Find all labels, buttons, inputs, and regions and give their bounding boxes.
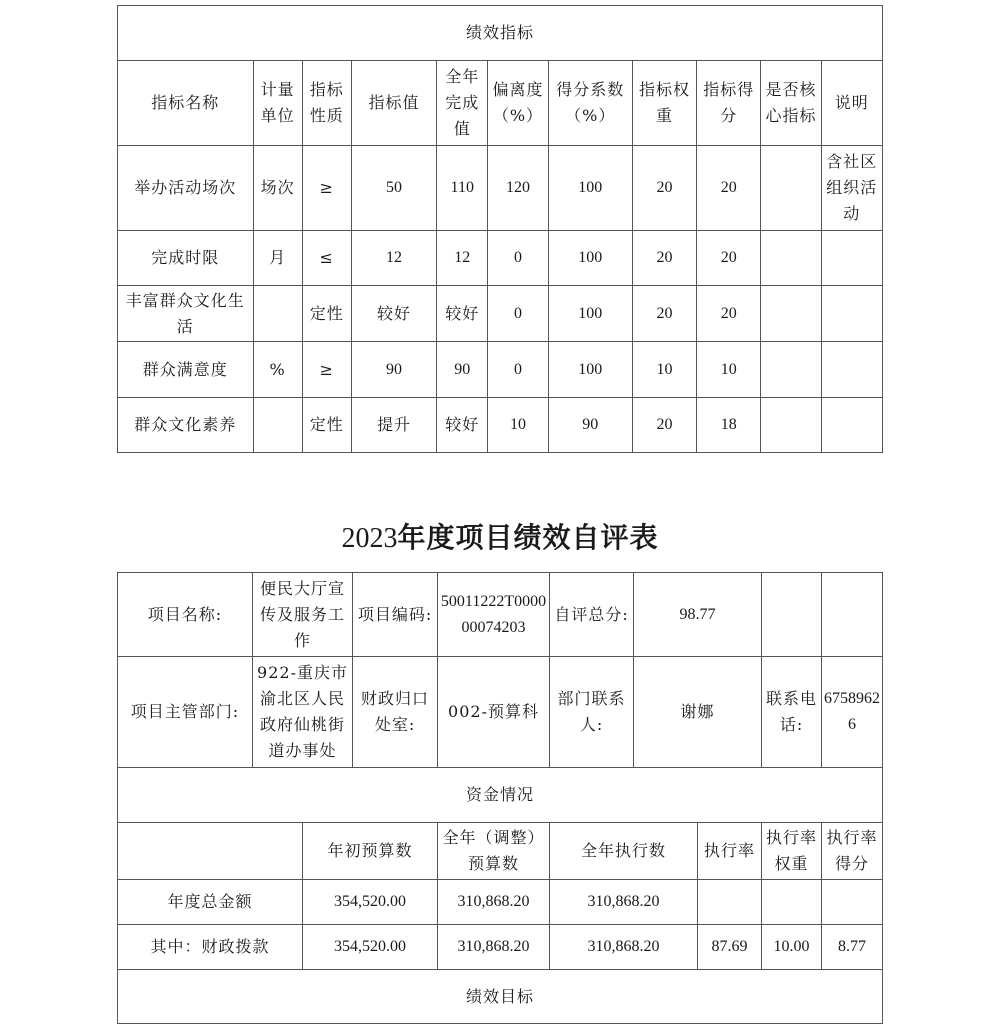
- page-title: [0, 516, 1000, 556]
- table-cell: 100: [548, 286, 632, 342]
- table-cell: 提升: [351, 398, 436, 453]
- table-cell: 100: [548, 342, 632, 398]
- table-cell: [761, 342, 821, 398]
- funds-initial: 354,520.00: [303, 880, 438, 925]
- empty-cell: [822, 573, 883, 657]
- header-cell: 指标得分: [697, 61, 761, 146]
- table-cell: 完成时限: [118, 231, 254, 286]
- header-cell: 指标性质: [302, 61, 351, 146]
- funds-executed: 310,868.20: [550, 925, 698, 970]
- table-cell: 举办活动场次: [118, 146, 254, 231]
- section-title-perf-indicators: 绩效指标: [118, 6, 883, 61]
- funds-row: [118, 880, 883, 925]
- table-cell: 场次: [253, 146, 302, 231]
- table-cell: [253, 286, 302, 342]
- table-cell: ≥: [302, 146, 351, 231]
- funds-rate: [698, 880, 762, 925]
- header-cell: 执行率得分: [822, 823, 883, 880]
- table-cell: 0: [488, 342, 548, 398]
- funds-executed: 310,868.20: [550, 880, 698, 925]
- table-cell: 10: [488, 398, 548, 453]
- table-cell: 较好: [351, 286, 436, 342]
- header-cell: 指标值: [351, 61, 436, 146]
- table-row: [118, 398, 883, 453]
- contact-value: 谢娜: [634, 657, 762, 768]
- table-cell: 100: [548, 146, 632, 231]
- project-name-value: 便民大厅宣传及服务工作: [253, 573, 353, 657]
- table-cell: 月: [253, 231, 302, 286]
- table-cell: 110: [437, 146, 488, 231]
- table-row: [118, 146, 883, 231]
- table-cell: 10: [697, 342, 761, 398]
- funds-rate: 87.69: [698, 925, 762, 970]
- table-cell: [821, 342, 882, 398]
- header-cell: 指标权重: [632, 61, 696, 146]
- table-cell: [761, 398, 821, 453]
- header-cell: 全年完成值: [437, 61, 488, 146]
- phone-value: 67589626: [822, 657, 883, 768]
- table-cell: ≤: [302, 231, 351, 286]
- table-cell: 定性: [302, 286, 351, 342]
- header-cell: 计量单位: [253, 61, 302, 146]
- table-cell: 18: [697, 398, 761, 453]
- table-cell: 丰富群众文化生活: [118, 286, 254, 342]
- header-cell: 全年（调整）预算数: [438, 823, 550, 880]
- header-cell: 是否核心指标: [761, 61, 821, 146]
- table-cell: 群众满意度: [118, 342, 254, 398]
- funds-row-label: 年度总金额: [118, 880, 303, 925]
- dept-label: 项目主管部门:: [118, 657, 253, 768]
- contact-label: 部门联系人:: [550, 657, 634, 768]
- table-cell: 20: [632, 146, 696, 231]
- table-cell: 群众文化素养: [118, 398, 254, 453]
- table-cell: 较好: [437, 398, 488, 453]
- table-cell: [253, 398, 302, 453]
- table-cell: 20: [632, 231, 696, 286]
- self-score-value: 98.77: [634, 573, 762, 657]
- table-cell: 120: [488, 146, 548, 231]
- table-cell: 10: [632, 342, 696, 398]
- table-cell: 100: [548, 231, 632, 286]
- header-cell: 执行率权重: [762, 823, 822, 880]
- project-code-label: 项目编码:: [353, 573, 438, 657]
- table-cell: 50: [351, 146, 436, 231]
- finance-office-label: 财政归口处室:: [353, 657, 438, 768]
- dept-value: 922-重庆市渝北区人民政府仙桃街道办事处: [253, 657, 353, 768]
- table-header-row: [118, 61, 883, 146]
- funds-score: [822, 880, 883, 925]
- header-cell: 指标名称: [118, 61, 254, 146]
- finance-office-value: 002-预算科: [438, 657, 550, 768]
- header-cell: 得分系数（%）: [548, 61, 632, 146]
- table-cell: 90: [351, 342, 436, 398]
- funds-adjusted: 310,868.20: [438, 925, 550, 970]
- funds-initial: 354,520.00: [303, 925, 438, 970]
- table-row: [118, 286, 883, 342]
- table-cell: 含社区组织活动: [821, 146, 882, 231]
- table-cell: 12: [351, 231, 436, 286]
- table-cell: ≥: [302, 342, 351, 398]
- table-cell: 12: [437, 231, 488, 286]
- table-cell: [821, 231, 882, 286]
- table-cell: [821, 286, 882, 342]
- table-row: [118, 342, 883, 398]
- department-info-row: [118, 657, 883, 768]
- table-cell: 20: [697, 286, 761, 342]
- funds-row: [118, 925, 883, 970]
- table-cell: 0: [488, 286, 548, 342]
- table-cell: 90: [548, 398, 632, 453]
- section-title-goals: 绩效目标: [118, 970, 883, 1024]
- table-cell: 20: [632, 286, 696, 342]
- table-cell: %: [253, 342, 302, 398]
- funds-adjusted: 310,868.20: [438, 880, 550, 925]
- empty-cell: [118, 823, 303, 880]
- empty-cell: [762, 573, 822, 657]
- self-score-label: 自评总分:: [550, 573, 634, 657]
- table-cell: [761, 286, 821, 342]
- table-cell: 较好: [437, 286, 488, 342]
- header-cell: 执行率: [698, 823, 762, 880]
- header-cell: 说明: [821, 61, 882, 146]
- self-evaluation-table: [117, 572, 883, 1024]
- title-year: 2023: [341, 523, 398, 554]
- project-code-value: 50011222T000000074203: [438, 573, 550, 657]
- header-cell: 全年执行数: [550, 823, 698, 880]
- table-cell: 定性: [302, 398, 351, 453]
- project-name-label: 项目名称:: [118, 573, 253, 657]
- table-cell: 20: [632, 398, 696, 453]
- funds-weight: [762, 880, 822, 925]
- title-text: 年度项目绩效自评表: [397, 521, 659, 554]
- table-cell: [761, 146, 821, 231]
- table-cell: 90: [437, 342, 488, 398]
- funds-header-row: [118, 823, 883, 880]
- table-cell: 0: [488, 231, 548, 286]
- phone-label: 联系电话:: [762, 657, 822, 768]
- table-cell: 20: [697, 146, 761, 231]
- table-row: [118, 231, 883, 286]
- funds-score: 8.77: [822, 925, 883, 970]
- table-cell: [821, 398, 882, 453]
- section-title-funds: 资金情况: [118, 768, 883, 823]
- project-info-row: [118, 573, 883, 657]
- table-cell: [761, 231, 821, 286]
- header-cell: 偏离度（%）: [488, 61, 548, 146]
- performance-indicator-table: [117, 5, 883, 453]
- funds-row-label: 其中：财政拨款: [118, 925, 303, 970]
- table-cell: 20: [697, 231, 761, 286]
- header-cell: 年初预算数: [303, 823, 438, 880]
- funds-weight: 10.00: [762, 925, 822, 970]
